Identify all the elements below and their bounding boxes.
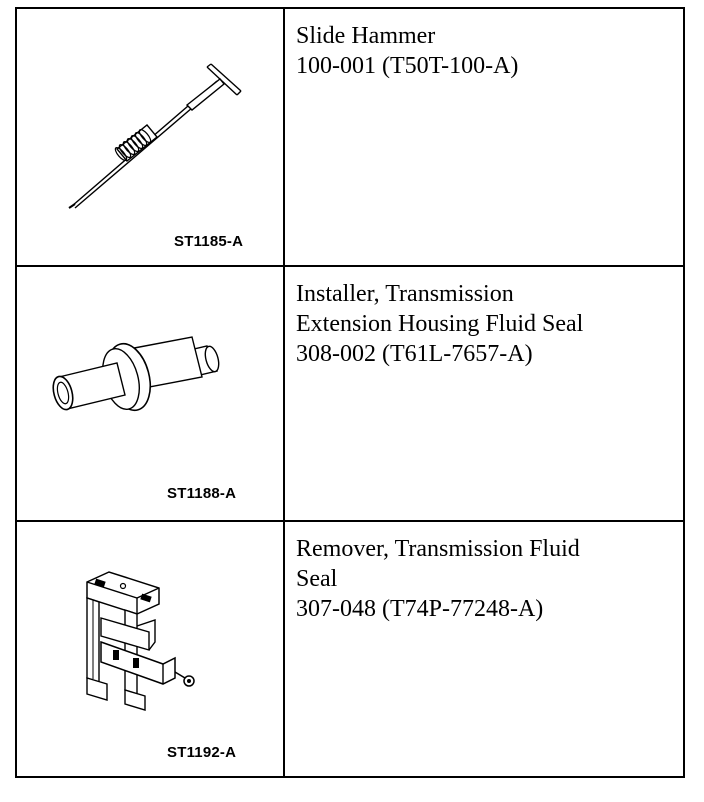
tool-number: 307-048 (T74P-77248-A) [296, 596, 544, 622]
tool-name: Slide Hammer [296, 23, 436, 49]
tool-row [16, 521, 684, 777]
tool-illustration-cell [16, 521, 284, 777]
tool-name-cont: Seal [296, 566, 338, 592]
tool-illustration-cell [16, 266, 284, 521]
tool-description [285, 9, 683, 81]
seal-remover-icon [17, 522, 283, 776]
illustration-code: ST1185-A [174, 233, 244, 250]
tool-description [285, 522, 683, 624]
tool-description-cell [284, 266, 684, 521]
tool-illustration-cell [16, 8, 284, 266]
tool-number: 308-002 (T61L-7657-A) [296, 341, 533, 367]
illustration-code: ST1192-A [167, 744, 237, 761]
tool-row [16, 8, 684, 266]
tool-description [285, 267, 683, 369]
slide-hammer-icon [17, 9, 283, 265]
illustration-code: ST1188-A [167, 485, 237, 502]
tool-name: Installer, Transmission [296, 281, 514, 307]
special-tools-table [15, 7, 685, 778]
tool-row [16, 266, 684, 521]
seal-installer-icon [17, 267, 283, 520]
tool-name-cont: Extension Housing Fluid Seal [296, 311, 584, 337]
tool-name: Remover, Transmission Fluid [296, 536, 580, 562]
tool-description-cell [284, 521, 684, 777]
tool-number: 100-001 (T50T-100-A) [296, 53, 519, 79]
tool-description-cell [284, 8, 684, 266]
